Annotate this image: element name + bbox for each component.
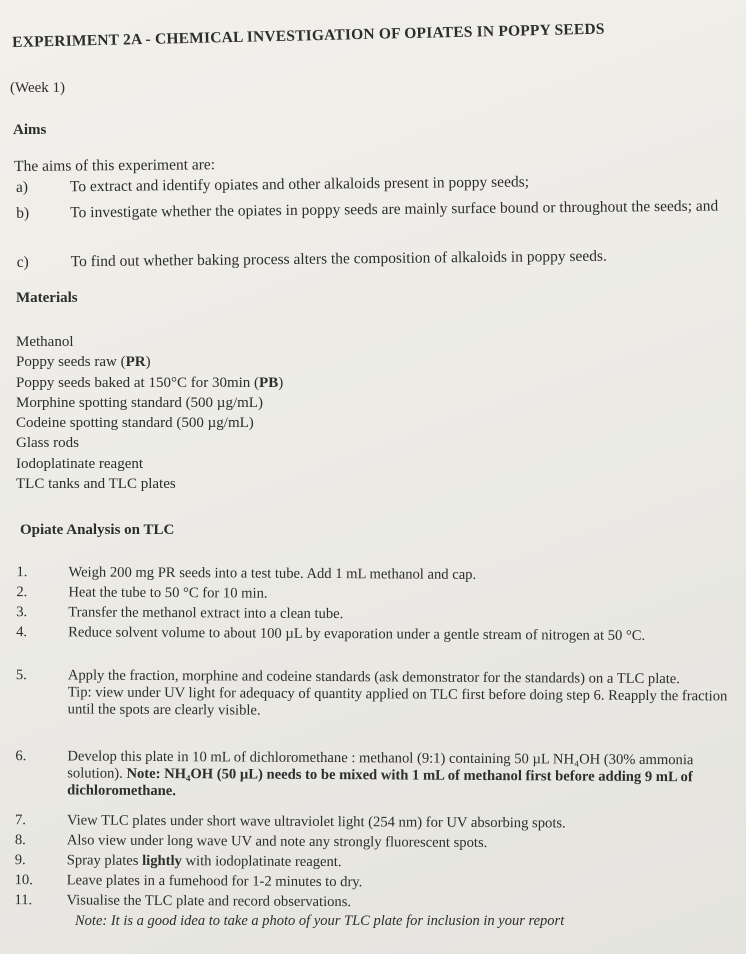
step-number: 1. (16, 564, 28, 581)
materials-heading: Materials (16, 290, 78, 306)
step-number: 9. (14, 852, 26, 869)
step-text: Spray plates (66, 852, 143, 869)
photo-note: Note: It is a good idea to take a photo of your TLC plate for inclusion in your report (75, 913, 565, 929)
step-number: 10. (14, 872, 33, 889)
document-title: EXPERIMENT 2A - CHEMICAL INVESTIGATION OF OPIATES IN POPPY SEEDS (12, 20, 605, 51)
week-label: (Week 1) (10, 80, 66, 96)
step-text: Also view under long wave UV and note any strongly fluorescent spots. (66, 832, 488, 851)
step-number: 7. (14, 812, 26, 829)
step-text: View TLC plates under short wave ultraviolet light (254 nm) for UV absorbing spots. (66, 812, 566, 832)
step-text: Leave plates in a fumehood for 1-2 minutes to dry. (66, 872, 363, 891)
aim-label: c) (16, 253, 29, 271)
material-item: Morphine spotting standard (500 µg/mL) (16, 394, 263, 411)
step-text: Apply the fraction, morphine and codeine standards (ask demonstrator for the standards) on a TLC plate. (67, 667, 681, 688)
material-item: Poppy seeds raw (PR) (16, 354, 151, 371)
step-number: 3. (16, 604, 28, 621)
step-tip: Tip: view under UV light for adequacy of quantity applied on TLC first before doing step 6. Reapply the fraction until the spots are clearly visible. (67, 684, 728, 719)
aim-label: a) (15, 178, 29, 196)
aim-text: To investigate whether the opiates in poppy seeds are mainly surface bound or throughout the seeds; and (70, 197, 719, 222)
step-number: 5. (15, 667, 27, 684)
aims-heading: Aims (13, 122, 47, 138)
materials-list (16, 332, 283, 494)
aims-intro: The aims of this experiment are: (14, 156, 216, 175)
step-number: 8. (14, 832, 26, 849)
step-text: with iodoplatinate reagent. (181, 853, 342, 871)
step-number: 6. (15, 748, 27, 765)
material-item: Methanol (16, 334, 74, 350)
material-item: Poppy seeds baked at 150°C for 30min (PB) (16, 374, 284, 391)
step-text: Visualise the TLC plate and record observations. (66, 892, 352, 911)
step-text: Develop this plate in 10 mL of dichloromethane : methanol (9:1) containing 50 µL NH₄OH (30% ammonia solution). (67, 748, 694, 782)
step-emphasis: lightly (142, 852, 182, 870)
tlc-heading: Opiate Analysis on TLC (20, 522, 175, 538)
aim-label: b) (16, 204, 30, 222)
aim-text: To find out whether baking process alters the composition of alkaloids in poppy seeds. (70, 247, 607, 271)
step-text: Transfer the methanol extract into a clean tube. (68, 604, 344, 623)
step-text: Heat the tube to 50 °C for 10 min. (68, 584, 268, 602)
step-note: Note: NH₄OH (50 µL) needs to be mixed with 1 mL of methanol first before adding 9 mL of dichloromethane. (67, 765, 693, 799)
step-number: 11. (14, 892, 33, 909)
material-item: Iodoplatinate reagent (16, 455, 144, 472)
step-text: Weigh 200 mg PR seeds into a test tube. Add 1 mL methanol and cap. (68, 564, 477, 583)
material-item: Codeine spotting standard (500 µg/mL) (16, 415, 254, 432)
aim-text: To extract and identify opiates and other alkaloids present in poppy seeds; (69, 173, 530, 196)
step-text: Reduce solvent volume to about 100 µL by evaporation under a gentle stream of nitrogen at 50 °C. (68, 624, 646, 644)
material-item: Glass rods (16, 435, 79, 452)
step-number: 2. (16, 584, 28, 601)
step-number: 4. (16, 624, 28, 641)
material-item: TLC tanks and TLC plates (16, 476, 176, 493)
